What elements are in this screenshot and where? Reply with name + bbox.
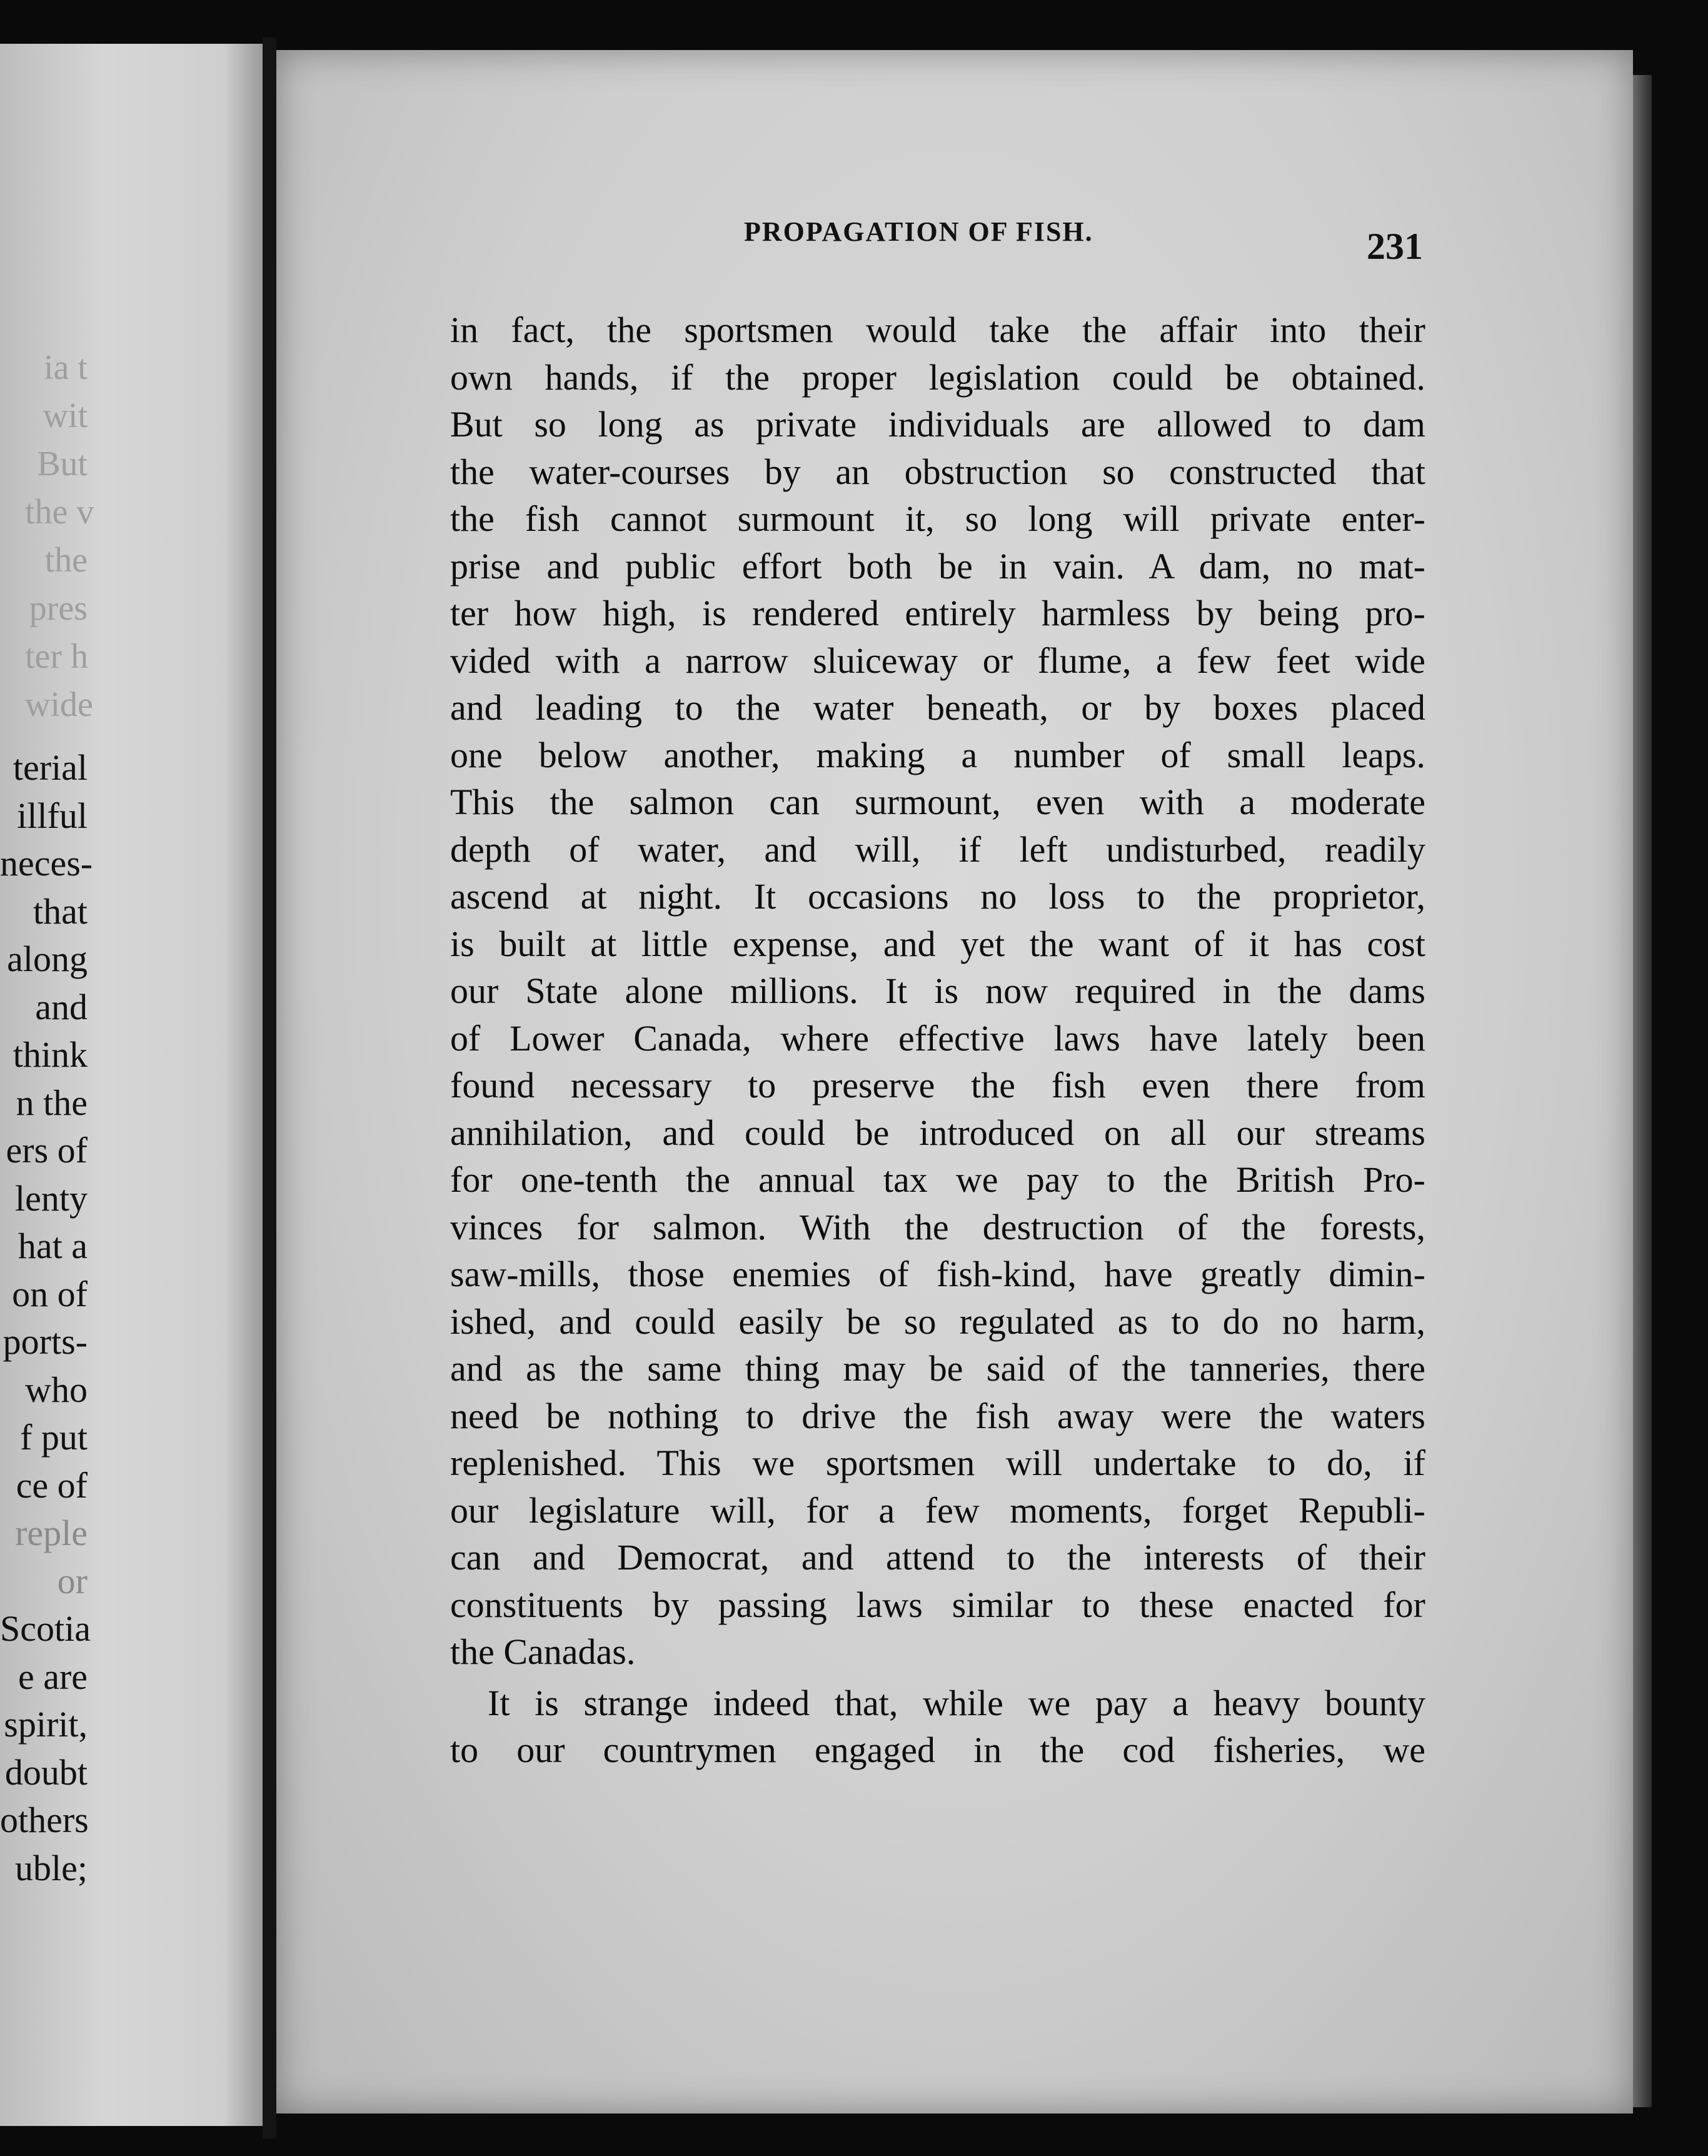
fragment-line: illful <box>17 795 88 836</box>
text-line: and leading to the water beneath, or by boxes placed <box>450 687 1425 728</box>
text-line: can and Democrat, and attend to the interests of their <box>450 1537 1425 1578</box>
text-line: our State alone millions. It is now required in the dams <box>450 970 1425 1011</box>
text-line: This the salmon can surmount, even with a moderate <box>450 782 1425 822</box>
text-line: vided with a narrow sluiceway or flume, a few feet wide <box>450 640 1425 681</box>
text-line: the fish cannot surmount it, so long will private enter- <box>450 498 1425 539</box>
text-line: own hands, if the proper legislation could be obtained. <box>450 356 1425 398</box>
body-text <box>450 306 1425 1774</box>
fragment-line: the <box>44 541 88 580</box>
fragment-line: or <box>57 1560 88 1601</box>
running-head: PROPAGATION OF FISH. <box>744 216 1093 247</box>
text-line: But so long as private individuals are allowed to dam <box>450 404 1425 445</box>
text-line: prise and public effort both be in vain. A dam, no mat- <box>450 545 1425 587</box>
text-line: replenished. This we sportsmen will undertake to do, if <box>450 1443 1425 1483</box>
left-facing-page <box>0 44 263 2126</box>
text-line: ascend at night. It occasions no loss to the proprietor, <box>450 876 1425 917</box>
left-page-text-fragments <box>0 744 93 1892</box>
text-line: for one-tenth the annual tax we pay to the British Pro- <box>450 1159 1425 1200</box>
text-line: ished, and could easily be so regulated as to do no harm, <box>450 1301 1425 1342</box>
fragment-line: n the <box>16 1082 88 1123</box>
fragment-line: ers of <box>6 1130 88 1171</box>
text-line: and as the same thing may be said of the tanneries, there <box>450 1348 1425 1389</box>
fragment-line: f put <box>20 1417 88 1458</box>
fragment-line: pres <box>29 589 88 628</box>
text-line: our legislature will, for a few moments, forget Republi- <box>450 1489 1425 1531</box>
paragraph <box>450 306 1425 1676</box>
fragment-line: along <box>7 939 88 979</box>
fragment-line: the v <box>25 493 94 531</box>
fragment-line: uble; <box>15 1847 88 1888</box>
text-line: found necessary to preserve the fish even there from <box>450 1065 1425 1106</box>
text-line: is built at little expense, and yet the want of it has cost <box>450 923 1425 964</box>
fragment-line: wide <box>25 685 93 724</box>
text-line: depth of water, and will, if left undisturbed, readily <box>450 829 1425 870</box>
text-line: in fact, the sportsmen would take the affair into their <box>450 310 1425 350</box>
fragment-line: neces- <box>0 843 93 884</box>
fragment-line: others <box>0 1800 89 1840</box>
fragment-line: Scotia <box>0 1608 91 1649</box>
text-line: of Lower Canada, where effective laws have lately been <box>450 1017 1425 1059</box>
text-line: saw-mills, those enemies of fish-kind, have greatly dimin- <box>450 1254 1425 1294</box>
text-line: one below another, making a number of small leaps. <box>450 734 1425 775</box>
fragment-line: hat a <box>18 1226 88 1266</box>
book-gutter <box>263 38 276 2138</box>
fragment-line: wit <box>43 396 88 435</box>
text-line: vinces for salmon. With the destruction of the forests, <box>450 1206 1425 1247</box>
fragment-line: ia t <box>44 348 88 387</box>
fragment-line: But <box>37 445 88 483</box>
fragment-line: doubt <box>4 1751 88 1793</box>
fragment-line: terial <box>13 747 88 788</box>
text-line: the Canadas. <box>450 1631 636 1672</box>
fragment-line: that <box>33 890 88 932</box>
fragment-line: ter h <box>25 637 89 676</box>
text-line: It is strange indeed that, while we pay a heavy bounty <box>488 1682 1425 1723</box>
paragraph <box>450 1680 1425 1774</box>
fragment-line: spirit, <box>4 1704 88 1745</box>
fragment-line: ce of <box>16 1464 88 1506</box>
page-edge-shadow <box>1633 75 1652 2107</box>
fragment-line: lenty <box>15 1177 88 1219</box>
text-line: constituents by passing laws similar to these enacted for <box>450 1584 1425 1625</box>
page-number: 231 <box>1367 226 1423 267</box>
fragment-line: reple <box>15 1513 88 1553</box>
fragment-line: and <box>35 986 88 1027</box>
text-line: ter how high, is rendered entirely harmless by being pro- <box>450 593 1425 633</box>
left-page-faint-fragments <box>25 344 94 729</box>
text-line: the water-courses by an obstruction so constructed that <box>450 451 1425 492</box>
fragment-line: think <box>13 1034 88 1075</box>
fragment-line: e are <box>18 1656 88 1697</box>
text-line: annihilation, and could be introduced on all our streams <box>450 1112 1425 1153</box>
fragment-line: on of <box>12 1273 88 1314</box>
text-line: to our countrymen engaged in the cod fisheries, we <box>450 1730 1425 1770</box>
fragment-line: who <box>25 1369 88 1410</box>
text-line: need be nothing to drive the fish away were the waters <box>450 1395 1425 1436</box>
fragment-line: ports- <box>3 1321 88 1362</box>
